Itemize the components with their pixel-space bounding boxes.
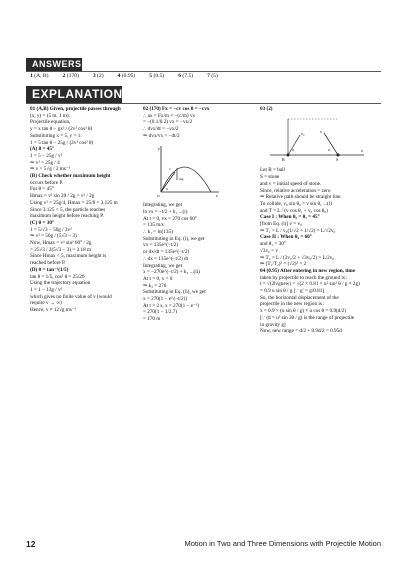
solution-line: 1 = 1 − 13g / v² [30,286,63,293]
answers-rule [26,71,381,72]
solution-line: Now, Hmax = v² sin² 60° / 2g [30,240,92,247]
solution-column-1 [30,106,140,314]
solution-line: [from Eq. (i)] v = v₀ [260,221,302,228]
solution-line: ∴ dvx/dt = −vx/2 [143,126,179,133]
solution-line: vx = 135e^(−t/2) [143,242,179,249]
page-number: 12 [26,539,36,549]
answer-item [30,73,49,79]
solution-line: ∴ ax = Fx/m = −(c/m) vx [143,112,196,119]
answer-number: 3 [92,73,96,79]
solution-line: 03 (2) [260,106,273,112]
solution-line: ⇒ T₁ = L / v₀(1/√2 + 1/√2) = L/√2v₀ [260,227,336,234]
theta0-label: θ₀ [292,147,295,152]
answer-item [63,73,79,79]
collision-diagram [260,113,370,163]
solution-line: = 135 m/s [143,222,164,229]
solution-line: Since, relative acceleration = zero [260,187,331,194]
solution-line: tan θ = 1/5, cos² θ = 25/26 [30,273,85,280]
solution-line: 01 (A,B) Given, projectile passes through [30,106,121,112]
solution-line: which gives no finite value of v (would [30,293,112,300]
solution-line: ∴ dx = 135e^(−t/2) dt [143,255,189,262]
solution-line: occurs before P. [30,179,63,186]
solution-line: Using the trajectory equation [30,280,91,287]
solution-line: y = x tan θ − gx² / (2v² cos² θ) [30,126,93,133]
solution-line: and v = initial speed of stone. [260,180,322,187]
solution-line: At t = 0, vx = 270 cos 60° [143,215,197,222]
ball-label: B [282,156,285,162]
solution-line: x = −270e^(−t/2) + k₂ ...(ii) [143,269,200,276]
solution-line: and θ₁ = 30° [260,241,286,248]
solution-line: Case II : When θ₀ = 60° [260,234,312,241]
solution-line: Substituting x = 5, y = 1: [30,132,82,139]
solution-line: ⇒ dvx/vx = −dt/2 [143,132,180,139]
solution-line: Substituting in Eq. (ii), we get [143,289,206,296]
v0-label: v₀ [301,130,305,136]
ball-velocity-vector [288,135,300,155]
solution-line: 1 = 5 tan θ − 25g / (2v² cos² θ) [30,139,94,146]
solution-line: Case I : When θ₀ = θ₁ = 45° [260,214,320,221]
trajectory-graph [153,142,223,198]
solution-line: or dx/dt = 135e^(−t/2) [143,249,190,256]
solution-line: maximum height before reaching P. [30,213,104,220]
solution-line: Integrating, we get [143,262,183,269]
solution-line: To collide, v₀ sin θ₀ = v sin θ₁ ...(i) [260,200,332,207]
solution-line: So, the horizontal displacement of the [260,294,339,301]
answer-number: 4 [117,73,121,79]
solution-column-3 [260,106,380,335]
mg-label: mg [179,176,184,181]
solution-column-2 [143,106,255,323]
answer-value: (0.95) [121,73,136,79]
solution-line: At t = 0, x = 0 [143,275,173,282]
solution-line: ln vx = −t/2 + k₁ ...(i) [143,208,188,215]
v-label: v [320,128,322,134]
solution-line: and T = L / (v cos θ₁ + v₀ cos θ₀) [260,207,328,214]
answer-value: (7.5) [182,73,194,79]
angle-label: θ [166,186,168,191]
solution-line: √3v₀ = v [260,247,278,254]
solution-line: = −(0.1/0.2) vx = −vx/2 [143,119,193,126]
x-label: x [361,147,363,153]
solution-line: For θ = 45° [30,186,54,193]
solution-line: x = 0.9 × (u sin θ / g) × u cos θ = 0.9(d/2) [260,308,347,315]
solution-line: 1 = 5/√3 − 50g / 3v² [30,226,72,233]
solution-line: = 170 m [143,316,161,323]
solution-line: Hmax = v² sin 20 / 2g = v² / 2g [30,193,95,200]
solution-line: = 0.9 u sin θ / g [∵ g′ = g/0.81] [260,288,325,295]
solution-line: projectile in the new region is : [260,301,325,308]
theta1-label: θ₁ [328,147,331,152]
answer-value: (170) [66,73,79,79]
solution-line: ⇒ Relative path should be straight line. [260,194,342,201]
x-axis-label: x [216,192,218,198]
solution-line: t = √(2h/gnew) = √(2 × 0.81 × u² sin² θ / g × 2g) [260,281,360,288]
velocity-vector [161,172,175,192]
page-footer [26,539,381,549]
solution-line: = 25√3 / 2(5√3 − 3) = 3.18 m [30,246,92,253]
solution-line: ⇒ T₂ = L / (3v₀/2 + √3v₀/2) = L/2v₀ [260,254,335,261]
solution-line: (B) Check whether maximum height [30,173,111,180]
stone-velocity-vector [324,133,338,155]
solution-line: x = 270(1 − e^(−t/2)) [143,296,188,303]
solution-line: 1 = 5 − 25g / v² [30,152,63,159]
solution-line: Since 3.125 < 5, the particle reaches [30,206,106,213]
solution-line: (x, y) = (5 m, 1 m). [30,112,70,119]
solution-line: Let B = ball [260,167,285,174]
answer-number: 5 [149,73,153,79]
solution-line: Substituting in Eq. (i), we get [143,235,205,242]
answers-list [30,73,380,79]
solution-line: in gravity g] [260,321,286,328]
explanations-rule [26,103,381,104]
answer-item [178,73,193,79]
solution-line: taken by projectile to reach the ground is : [260,274,348,281]
solution-line: ∴ k₁ = ln(135) [143,229,173,236]
solution-line: (D) θ = tan⁻¹(1/5) [30,266,69,273]
solution-line: Using v² = 25g/4, Hmax = 25/8 = 3.125 m [30,199,118,206]
solution-line: ⇒ v² = 50g / (5√3 − 3) [30,233,77,240]
answer-item [93,73,104,79]
answer-item [207,73,218,79]
answer-item [118,73,136,79]
explanations-heading: EXPLANATIONS [26,86,122,103]
answer-value: (A, B) [34,73,49,79]
solution-line: ⇒ v² = 25g / 4 [30,159,60,166]
answer-number: 6 [178,73,181,79]
solution-line: Integrating, we get [143,202,183,209]
solution-line: (A) θ = 45° [30,146,55,153]
answer-value: (0.5) [153,73,165,79]
answer-number: 1 [30,73,33,79]
solution-line: S = stone [260,174,280,181]
solution-line: ⇒ k₂ = 270 [143,282,167,289]
answers-heading: ANSWERS [26,58,82,71]
solution-line: ⇒ v = 5√g / 2 ms⁻¹ [30,166,71,173]
solution-line: Since Hmax < 5, maximum height is [30,253,107,260]
origin-label: O [157,193,160,198]
solution-line: = 270(1 − 1/2.7) [143,309,178,316]
solution-line: 02 (170) Fx = −cv cos θ = −cvx [143,106,210,112]
solution-line: Projectile equation, [30,119,71,126]
ball-marker [287,153,290,156]
stone-label: S [336,156,339,162]
solution-line: ⇒ (T₁/T₂)² = (√2)² = 2 [260,261,307,268]
y-axis-label: y [158,145,160,151]
answer-number: 7 [207,73,210,79]
solution-line: (C) θ = 30° [30,219,55,226]
chapter-title: Motion in Two and Three Dimensions with Projectile Motion [184,539,381,548]
solution-line: require v → ∞) [30,300,62,307]
solution-line: At t = 2 s, x = 270(1 − e⁻¹) [143,302,200,309]
answer-item [149,73,164,79]
solution-line: Hence, v ≠ 12√g ms⁻¹ [30,307,77,314]
solution-line: 04 (0.95) After entering in new region, time [260,267,356,274]
solution-line: reached before P. [30,260,66,267]
solution-line: [∵ (d = u² sin 2θ / g) is the range of projectile [260,314,355,321]
answer-value: (5) [211,73,218,79]
solution-line: Now, new range = d/2 + 0.9d/2 = 0.95d [260,328,342,335]
answer-value: (2) [97,73,104,79]
answer-number: 2 [62,73,66,79]
velocity-label: v [169,166,171,171]
